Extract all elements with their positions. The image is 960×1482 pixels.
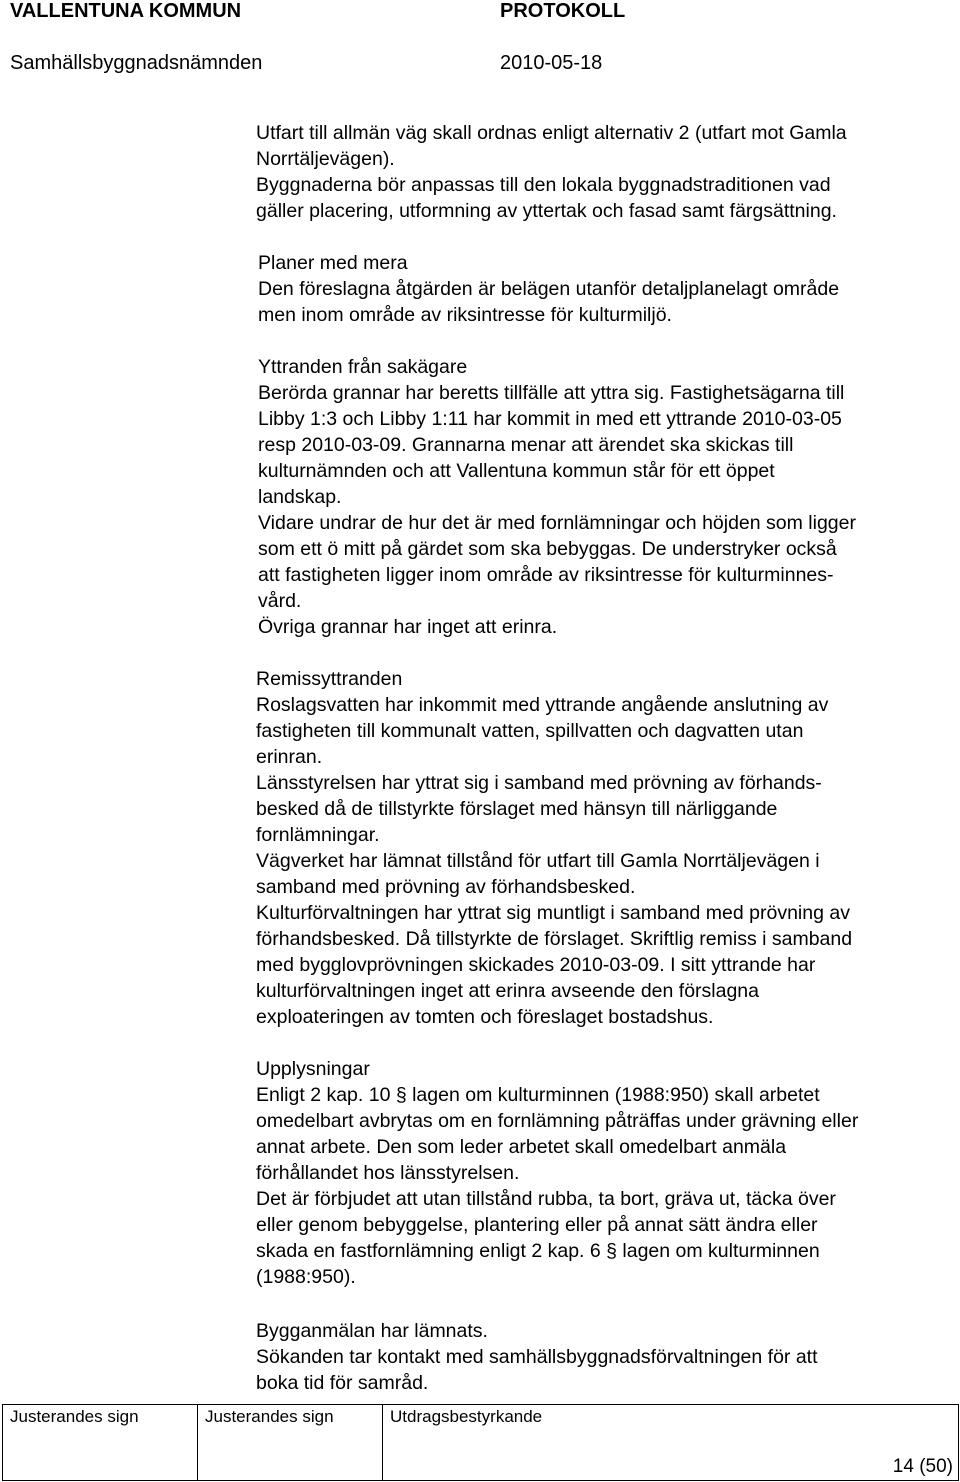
sign-cell-1 [3,1405,198,1480]
text-line: besked då de tillstyrkte förslaget med hänsyn till närliggande [256,798,778,820]
text-line: annat arbete. Den som leder arbetet skall omedelbart anmäla [256,1136,787,1158]
text-line: kulturnämnden och att Vallentuna kommun står för ett öppet [258,460,775,482]
page-number: 14 (50) [892,1456,953,1477]
section-yttranden-sakagare [258,354,958,640]
text-line: förhållandet hos länsstyrelsen. [256,1162,520,1184]
section-heading: Yttranden från sakägare [258,356,468,378]
text-line: Utfart till allmän väg skall ordnas enligt alternativ 2 (utfart mot Gamla [256,122,847,144]
text-line: med bygglovprövningen skickades 2010-03-09. I sitt yttrande har [256,954,816,976]
text-line: Norrtäljevägen). [256,148,395,170]
section-remissyttranden [256,666,956,1030]
text-line: som ett ö mitt på gärdet som ska bebyggas. De understryker också [258,538,837,560]
committee-name: Samhällsbyggnadsnämnden [10,52,263,74]
text-line: erinran. [256,746,323,768]
text-line: eller genom bebyggelse, plantering eller på annat sätt ändra eller [256,1214,818,1236]
text-line: Den föreslagna åtgärden är belägen utanför detaljplanelagt område [258,278,840,300]
organization-name: VALLENTUNA KOMMUN [10,0,242,22]
text-line: Övriga grannar har inget att erinra. [258,616,558,638]
text-line: fornlämningar. [256,824,380,846]
section-heading: Remissyttranden [256,668,403,690]
section-upplysningar [256,1056,956,1290]
text-line: Vidare undrar de hur det är med fornlämningar och höjden som ligger [258,512,856,534]
sign-label-2: Justerandes sign [205,1407,334,1426]
section-bygganmalan [256,1318,956,1396]
sign-cell-2 [198,1405,383,1480]
text-line: boka tid för samråd. [256,1372,429,1394]
text-line: resp 2010-03-09. Grannarna menar att ärendet ska skickas till [258,434,794,456]
signature-table [2,1404,959,1481]
section-heading: Planer med mera [258,252,408,274]
text-line: att fastigheten ligger inom område av riksintresse för kulturminnes- [258,564,834,586]
text-line: Kulturförvaltningen har yttrat sig muntligt i samband med prövning av [256,902,850,924]
text-line: Det är förbjudet att utan tillstånd rubba, ta bort, gräva ut, täcka över [256,1188,836,1210]
text-line: omedelbart avbrytas om en fornlämning påträffas under grävning eller [256,1110,859,1132]
text-line: vård. [258,590,302,612]
text-line: men inom område av riksintresse för kulturmiljö. [258,304,672,326]
text-line: exploateringen av tomten och föreslaget bostadshus. [256,1006,714,1028]
meeting-date: 2010-05-18 [500,52,603,74]
text-line: Libby 1:3 och Libby 1:11 har kommit in med ett yttrande 2010-03-05 [258,408,842,430]
text-line: Roslagsvatten har inkommit med yttrande angående anslutning av [256,694,829,716]
text-line: gäller placering, utformning av yttertak och fasad samt färgsättning. [256,200,837,222]
document-type: PROTOKOLL [500,0,626,22]
text-line: skada en fastfornlämning enligt 2 kap. 6 § lagen om kulturminnen [256,1240,820,1262]
section-heading: Upplysningar [256,1058,370,1080]
section-utfart [256,120,956,224]
text-line: Länsstyrelsen har yttrat sig i samband med prövning av förhands- [256,772,822,794]
text-line: Sökanden tar kontakt med samhällsbyggnadsförvaltningen för att [256,1346,818,1368]
text-line: Enligt 2 kap. 10 § lagen om kulturminnen (1988:950) skall arbetet [256,1084,820,1106]
text-line: fastigheten till kommunalt vatten, spillvatten och dagvatten utan [256,720,804,742]
text-line: förhandsbesked. Då tillstyrkte de förslaget. Skriftlig remiss i samband [256,928,853,950]
text-line: Byggnaderna bör anpassas till den lokala byggnadstraditionen vad [256,174,831,196]
section-planer [258,250,958,328]
text-line: samband med prövning av förhandsbesked. [256,876,636,898]
text-line: (1988:950). [256,1266,356,1288]
sign-label-1: Justerandes sign [10,1407,139,1426]
text-line: kulturförvaltningen inget att erinra avseende den förslagna [256,980,759,1002]
extract-cell [383,1405,573,1480]
text-line: landskap. [258,486,342,508]
text-line: Berörda grannar har beretts tillfälle att yttra sig. Fastighetsägarna till [258,382,845,404]
extract-label: Utdragsbestyrkande [390,1407,543,1426]
text-line: Bygganmälan har lämnats. [256,1320,488,1342]
text-line: Vägverket har lämnat tillstånd för utfart till Gamla Norrtäljevägen i [256,850,820,872]
